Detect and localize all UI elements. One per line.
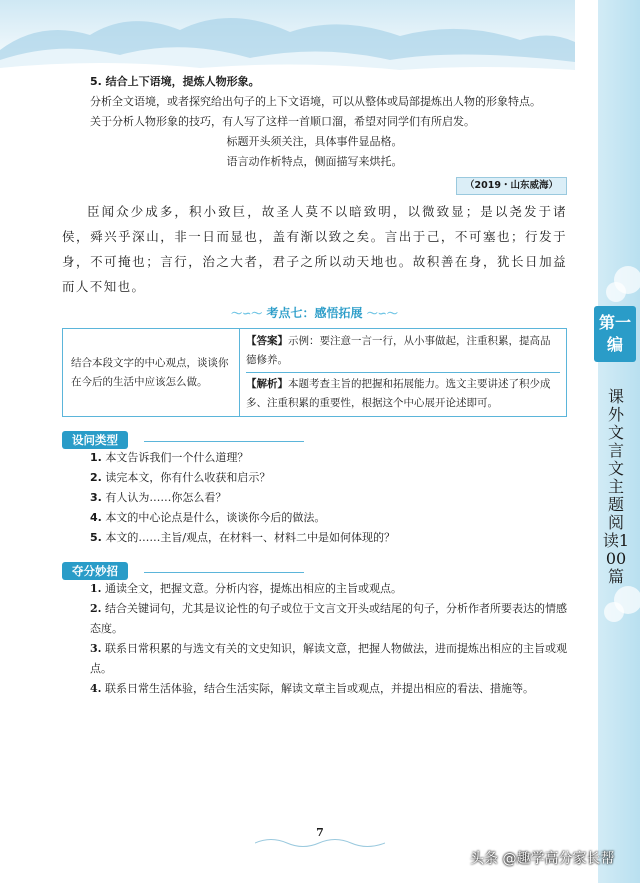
question-types-heading: 设问类型 [62, 431, 128, 449]
question-answer-table [62, 328, 567, 417]
section5-heading: 5. 结合上下语境，提炼人物形象。 [90, 75, 260, 88]
footer-wave-decoration [255, 836, 385, 850]
list-item: 1. 通读全文，把握文意。分析内容，提炼出相应的主旨或观点。 [90, 582, 402, 595]
list-item: 2. 读完本文，你有什么收获和启示？ [90, 471, 271, 484]
heading-underline [144, 441, 304, 442]
main-content [62, 72, 567, 699]
list-item: 2. 结合关键词句，尤其是议论性的句子或位于文言文开头或结尾的句子，分析作者所要表达的情感态度。 [90, 602, 567, 635]
answer-block [246, 332, 560, 370]
kaodian-title: 考点七：感悟拓展 [266, 306, 363, 320]
table-row [63, 329, 567, 417]
analysis-tag: 【解析】 [246, 378, 288, 390]
verse-line-1: 标题开头须关注，具体事件显品格。 [226, 135, 403, 148]
question-types-list [90, 448, 567, 548]
page-number: 7 [316, 826, 324, 839]
list-item: 3. 有人认为……你怎么看？ [90, 491, 227, 504]
watermark: 头条 @趣学高分家长帮 [470, 851, 615, 867]
list-item: 4. 本文的中心论点是什么，谈谈你今后的做法。 [90, 511, 326, 524]
question-types-section [62, 417, 567, 548]
tips-list [90, 579, 567, 699]
list-item: 3. 联系日常积累的与选文有关的文史知识，解读文意，把握人物做法，进而提炼出相应的主旨或观点。 [90, 642, 567, 675]
tips-section [62, 548, 567, 699]
list-item: 5. 本文的……主旨/观点，在材料一、材料二中是如何体现的？ [90, 531, 396, 544]
answer-text: 示例：要注意一言一行，从小事做起，注重积累，提高品德修养。 [246, 335, 551, 366]
answer-cell [240, 329, 567, 417]
heading-underline [144, 572, 304, 573]
book-title-vertical: 课外文言文主题阅读100篇 [602, 387, 630, 586]
kaodian-heading [62, 303, 567, 324]
wave-right-icon: 〜∽〜 [366, 307, 398, 320]
classical-passage: 臣闻众少成多，积小致巨，故圣人莫不以暗致明，以微致显；是以尧发于诸侯，舜兴乎深山，非一日而显也，盖有渐以致之矣。言出于己，不可塞也；行发于身，不可掩也；言行，治之大者，君子之所以动天地也。故积善在身，犹长日加益而人不知也。 [62, 204, 567, 294]
list-item: 1. 本文告诉我们一个什么道理？ [90, 451, 249, 464]
section-label: 第一编 [594, 306, 636, 362]
source-row [62, 174, 567, 195]
section5-paragraph-1: 分析全文语境，或者探究给出句子的上下文语境，可以从整体或局部提炼出人物的形象特点。 [90, 95, 541, 108]
header-landscape-illustration [0, 0, 575, 78]
section5-paragraph-2: 关于分析人物形象的技巧，有人写了这样一首顺口溜，希望对同学们有所启发。 [90, 115, 475, 128]
wave-left-icon: 〜∽〜 [231, 307, 263, 320]
verse-line-2: 语言动作析特点，侧面描写来烘托。 [226, 155, 403, 168]
answer-tag: 【答案】 [246, 335, 288, 347]
source-badge: （2019・山东威海） [456, 177, 567, 195]
analysis-block [246, 372, 560, 413]
tips-heading: 夺分妙招 [62, 562, 128, 580]
list-item: 4. 联系日常生活体验，结合生活实际，解读文章主旨或观点，并提出相应的看法、措施等。 [90, 682, 534, 695]
question-cell: 结合本段文字的中心观点，谈谈你在今后的生活中应该怎么做。 [63, 329, 240, 417]
sidebar-strip [588, 0, 640, 883]
analysis-text: 本题考查主旨的把握和拓展能力。选文主要讲述了积少成多、注重积累的重要性，根据这个中心展开论述即可。 [246, 378, 551, 409]
